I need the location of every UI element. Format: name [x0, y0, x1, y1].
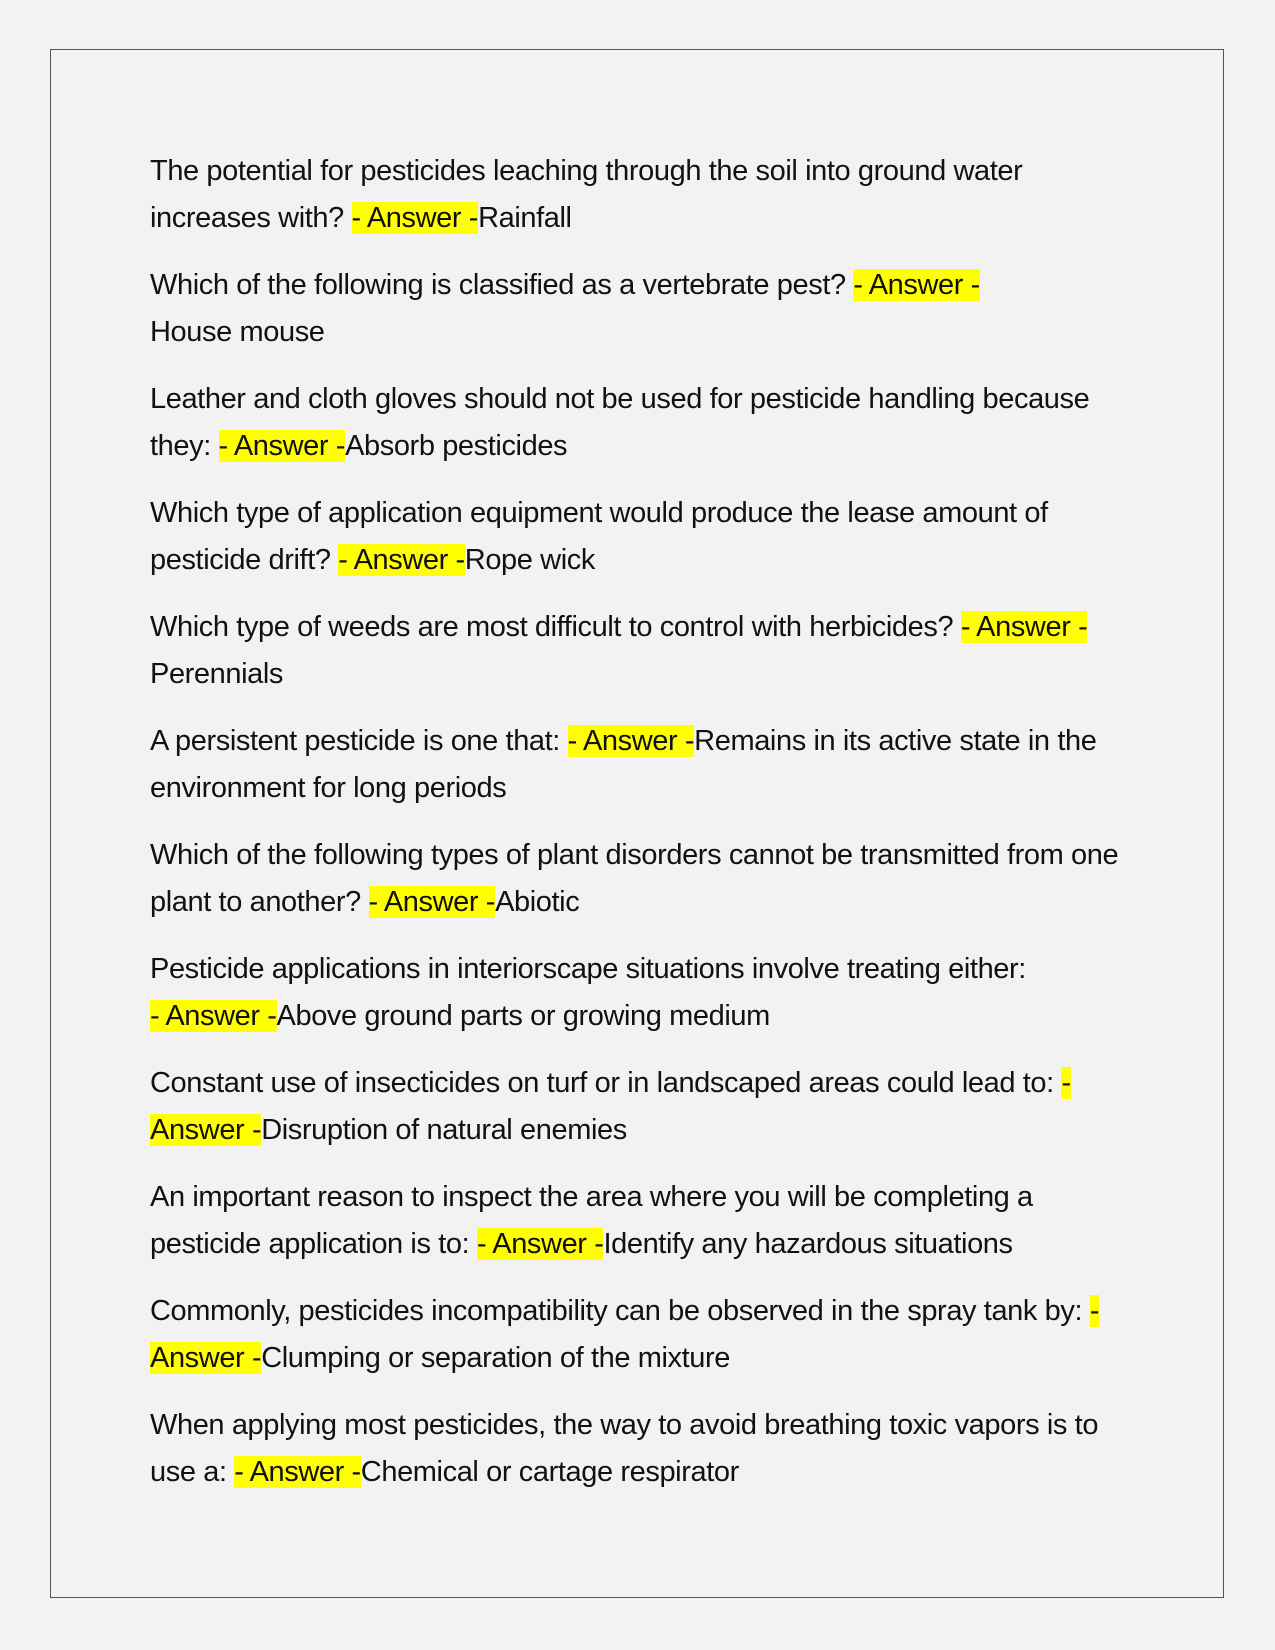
- answer-marker: - Answer -: [150, 1000, 277, 1032]
- question-text: Leather and cloth gloves should not be used for pesticide handling because they:: [150, 383, 1090, 462]
- question-text: An important reason to inspect the area where you will be completing a pesticide application is to:: [150, 1181, 1033, 1260]
- answer-text: Identify any hazardous situations: [603, 1228, 1013, 1260]
- question-text: When applying most pesticides, the way to avoid breathing toxic vapors is to use a:: [150, 1409, 1099, 1488]
- answer-marker: - Answer -: [338, 544, 465, 576]
- question-text: Which type of weeds are most difficult to control with herbicides?: [150, 611, 961, 643]
- qa-item: [150, 490, 1135, 584]
- answer-marker: - Answer -: [368, 886, 496, 918]
- answer-text: Rainfall: [478, 202, 572, 234]
- qa-item: [150, 946, 1135, 1040]
- answer-text: Abiotic: [495, 886, 580, 918]
- qa-item: [150, 148, 1135, 242]
- answer-text: Chemical or cartage respirator: [360, 1456, 739, 1488]
- qa-item: [150, 1174, 1135, 1268]
- qa-item: [150, 1288, 1135, 1382]
- answer-marker: - Answer -: [351, 202, 479, 234]
- answer-marker: - Answer -: [150, 1067, 1071, 1146]
- answer-text: Remains in its active state in the environment for long periods: [150, 725, 1097, 804]
- answer-marker: - Answer -: [150, 1295, 1100, 1374]
- qa-item: [150, 718, 1135, 812]
- qa-item: [150, 604, 1135, 698]
- answer-marker: - Answer -: [960, 611, 1088, 643]
- answer-text: Absorb pesticides: [345, 430, 568, 462]
- answer-text: Rope wick: [464, 544, 595, 576]
- question-text: Which of the following types of plant disorders cannot be transmitted from one plant to another?: [150, 839, 1119, 918]
- qa-item: [150, 832, 1135, 926]
- question-text: Which type of application equipment would produce the lease amount of pesticide drift?: [150, 497, 1048, 576]
- answer-marker: - Answer -: [234, 1456, 361, 1488]
- question-text: Constant use of insecticides on turf or in landscaped areas could lead to:: [150, 1067, 1062, 1099]
- answer-text: Clumping or separation of the mixture: [261, 1342, 730, 1374]
- qa-item: [150, 376, 1135, 470]
- answer-marker: - Answer -: [218, 430, 346, 462]
- question-text: A persistent pesticide is one that:: [150, 725, 568, 757]
- answer-marker: - Answer -: [567, 725, 695, 757]
- question-text: Pesticide applications in interiorscape situations involve treating either:: [150, 953, 1026, 985]
- question-text: Which of the following is classified as a vertebrate pest?: [150, 269, 854, 301]
- question-text: The potential for pesticides leaching through the soil into ground water increases with?: [150, 155, 1023, 234]
- answer-text: House mouse: [150, 316, 325, 348]
- qa-list: [150, 148, 1135, 1516]
- answer-text: Disruption of natural enemies: [261, 1114, 627, 1146]
- answer-marker: - Answer -: [853, 269, 980, 301]
- qa-item: [150, 1402, 1135, 1496]
- question-text: Commonly, pesticides incompatibility can be observed in the spray tank by:: [150, 1295, 1090, 1327]
- answer-text: Above ground parts or growing medium: [276, 1000, 770, 1032]
- qa-item: [150, 1060, 1135, 1154]
- answer-text: Perennials: [150, 658, 284, 690]
- qa-item: [150, 262, 1135, 356]
- answer-marker: - Answer -: [476, 1228, 604, 1260]
